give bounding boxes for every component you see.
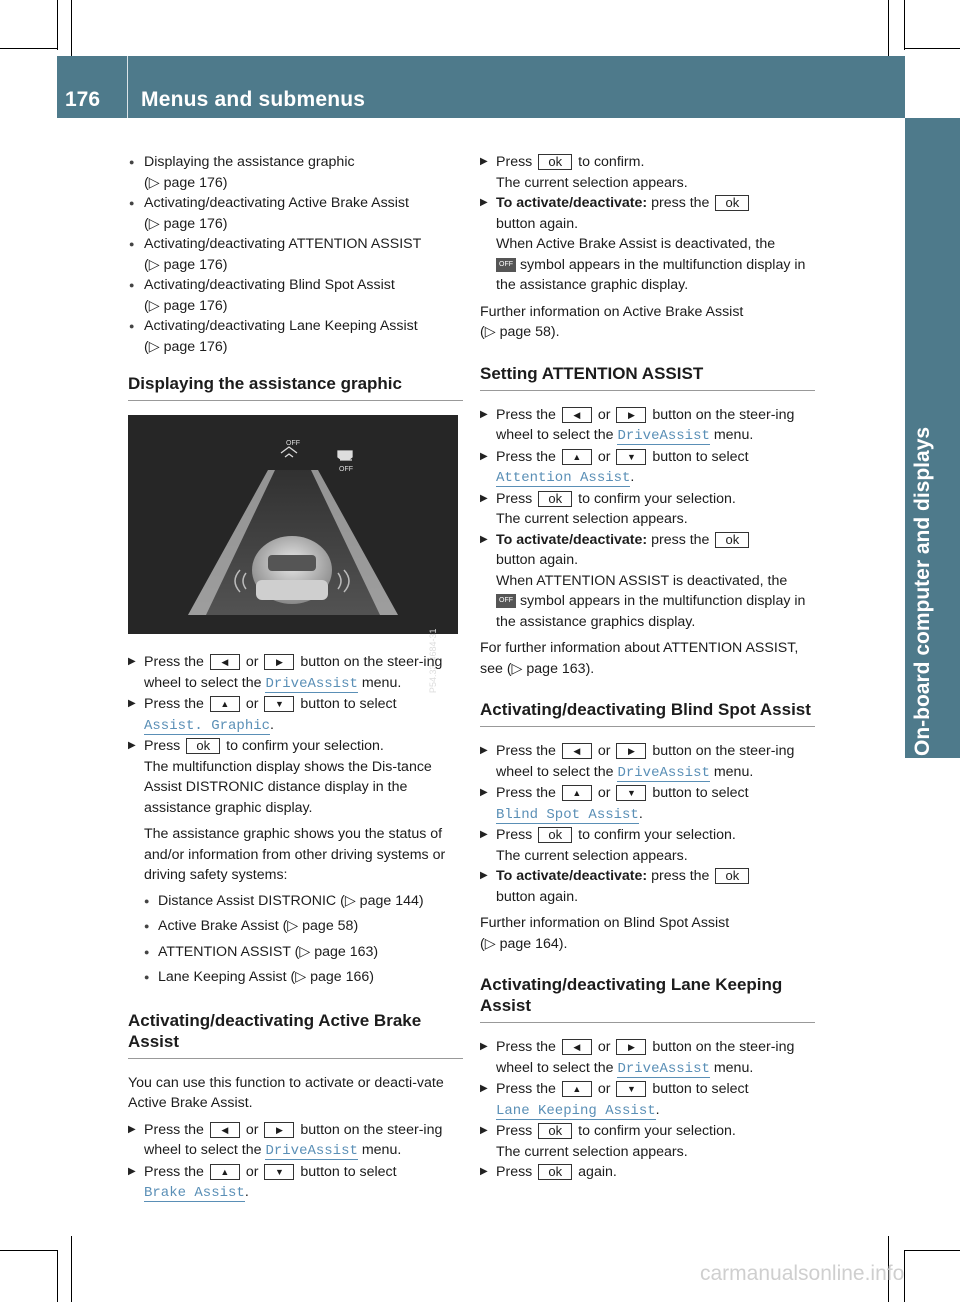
ok-key-icon: ok [538,491,572,507]
page-number: 176 [65,88,101,111]
attention-info: For further information about ATTENTION ASSIST, see (▷ page 163). [480,640,799,677]
ok-key-icon: ok [538,1164,572,1180]
blind-step-4: ▶ To activate/deactivate: press the ok button again. [480,866,815,907]
ok-key-icon: ok [538,1123,572,1139]
brake-step-4: ▶ To activate/deactivate: press the ok button again. When Active Brake Assist is deactivated, the OFF symbol appears in the multifunction display in the assistance graphic display. [480,193,815,296]
attention-assist-icon [338,451,352,460]
heading-display-graphic: Displaying the assistance graphic [128,373,463,401]
left-arrow-key-icon: ◀ [210,1122,240,1138]
crop-mark [57,1250,58,1302]
lane-step-1: ▶ Press the ◀ or ▶ button on the steer-ing wheel to select the DriveAssist menu. [480,1037,815,1079]
crop-mark [904,1250,960,1251]
menu-item-brake-assist[interactable]: Brake Assist [144,1185,245,1201]
left-arrow-key-icon: ◀ [210,654,240,670]
attention-assist-off-symbol-icon: OFF [496,594,516,608]
ok-key-icon: ok [715,195,749,211]
lane-step-4: ▶ Press ok again. [480,1162,815,1183]
car-window [268,555,316,571]
menu-item-blind-spot-assist[interactable]: Blind Spot Assist [496,806,639,823]
attention-step-4: ▶ To activate/deactivate: press the ok button again. When ATTENTION ASSIST is deactivated, the OFF symbol appears in the multifunction display in the assistance graphics display. [480,530,815,633]
ok-key-icon: ok [538,154,572,170]
intro-list-item: ● Activating/deactivating Lane Keeping Assist (▷ page 176) [128,316,463,357]
intro-list [128,152,463,357]
crop-mark [57,0,58,50]
attention-off-label: OFF [339,466,353,473]
left-arrow-key-icon: ◀ [562,743,592,759]
menu-link-driveassist[interactable]: DriveAssist [617,428,710,444]
right-arrow-key-icon: ▶ [264,1122,294,1138]
display-step-2: ▶ Press the ▲ or ▼ button to select Assist. Graphic. [128,694,463,736]
intro-list-item: ● Activating/deactivating ATTENTION ASSIST (▷ page 176) [128,234,463,275]
blind-step-3: ▶ Press ok to confirm your selection. The current selection appears. [480,825,815,866]
heading-blind-spot-assist: Activating/deactivating Blind Spot Assist [480,699,815,727]
left-column [128,152,463,1204]
menu-link-driveassist[interactable]: DriveAssist [265,675,358,692]
intro-list-item: ● Activating/deactivating Blind Spot Assist (▷ page 176) [128,275,463,316]
up-arrow-key-icon: ▲ [210,1164,240,1180]
brake-off-label: OFF [286,440,300,447]
display-step-3: ▶ Press ok to confirm your selection. The multifunction display shows the Dis-tance Assist DISTRONIC distance display in the assistance graphic display. The assistance graphic shows you the status of and/or information from other driving systems or driving safety systems: [128,736,463,886]
crop-mark [904,48,960,49]
ok-key-icon: ok [538,827,572,843]
page-reference[interactable]: (▷ page 176) [144,338,228,355]
blind-step-2: ▶ Press the ▲ or ▼ button to select Blind Spot Assist. [480,783,815,825]
crop-mark [0,1250,58,1251]
chapter-tab [905,118,960,758]
menu-link-driveassist[interactable]: DriveAssist [265,1143,358,1159]
attention-step-3: ▶ Press ok to confirm your selection. The current selection appears. [480,489,815,530]
up-arrow-key-icon: ▲ [562,449,592,465]
page-reference[interactable]: (▷ page 176) [144,174,228,191]
brake-assist-off-symbol-icon: OFF [496,258,516,272]
up-arrow-key-icon: ▲ [562,785,592,801]
page-reference[interactable]: (▷ page 176) [144,256,228,273]
crop-mark [71,0,72,56]
display-step-3-detail: The assistance graphic shows you the status of and/or information from other driving systems or driving safety systems: [144,826,446,883]
heading-lane-keeping-assist: Activating/deactivating Lane Keeping Assist [480,974,815,1023]
down-arrow-key-icon: ▼ [616,785,646,801]
header-divider [127,56,128,118]
heading-attention-assist: Setting ATTENTION ASSIST [480,363,815,391]
right-arrow-key-icon: ▶ [264,654,294,670]
driving-systems-list [128,891,463,988]
up-arrow-key-icon: ▲ [210,696,240,712]
brake-info: Further information on Active Brake Assist (▷ page 58). [480,303,744,340]
menu-link-driveassist[interactable]: DriveAssist [617,764,710,781]
chapter-label: On-board computer and displays [911,426,934,756]
down-arrow-key-icon: ▼ [616,1081,646,1097]
right-column [480,152,815,1183]
crop-mark [888,0,889,56]
crop-mark [904,0,905,50]
right-arrow-key-icon: ▶ [616,743,646,759]
watermark: carmanualsonline.info [700,1262,905,1285]
driving-system-item: ● Distance Assist DISTRONIC (▷ page 144) [128,891,463,912]
section-title: Menus and submenus [141,88,366,111]
menu-item-assist-graphic[interactable]: Assist. Graphic [144,717,271,734]
left-arrow-key-icon: ◀ [562,407,592,423]
ok-key-icon: ok [715,868,749,884]
ok-key-icon: ok [715,532,749,548]
display-step-1: ▶ Press the ◀ or ▶ button on the steer-ing wheel to select the DriveAssist menu. [128,652,463,694]
attention-step-1: ▶ Press the ◀ or ▶ button on the steer-ing wheel to select the DriveAssist menu. [480,405,815,447]
menu-item-attention-assist[interactable]: Attention Assist [496,470,631,486]
page-header [57,56,905,118]
assistance-graphic-illustration [128,415,458,634]
brake-step-2: ▶ Press the ▲ or ▼ button to select Brake Assist. [128,1162,463,1204]
brake-step-3: ▶ Press ok to confirm. The current selection appears. [480,152,815,193]
right-arrow-key-icon: ▶ [616,1039,646,1055]
left-arrow-key-icon: ◀ [562,1039,592,1055]
menu-item-lane-keeping-assist[interactable]: Lane Keeping Assist [496,1102,656,1119]
down-arrow-key-icon: ▼ [264,1164,294,1180]
ok-key-icon: ok [186,738,220,754]
attention-step-2: ▶ Press the ▲ or ▼ button to select Attention Assist. [480,447,815,489]
page-reference[interactable]: (▷ page 176) [144,297,228,314]
intro-list-item: ● Activating/deactivating Active Brake Assist (▷ page 176) [128,193,463,234]
blind-step-1: ▶ Press the ◀ or ▶ button on the steer-ing wheel to select the DriveAssist menu. [480,741,815,783]
crop-mark [71,1236,72,1302]
up-arrow-key-icon: ▲ [562,1081,592,1097]
driving-system-item: ● ATTENTION ASSIST (▷ page 163) [128,942,463,963]
brake-intro: You can use this function to activate or deacti-vate Active Brake Assist. [128,1074,444,1111]
down-arrow-key-icon: ▼ [264,696,294,712]
intro-list-item: ● Displaying the assistance graphic (▷ page 176) [128,152,463,193]
blind-info: Further information on Blind Spot Assist (▷ page 164). [480,915,730,952]
heading-active-brake-assist: Activating/deactivating Active Brake Assist [128,1010,463,1059]
lane-step-3: ▶ Press ok to confirm your selection. The current selection appears. [480,1121,815,1162]
car-body [256,580,328,600]
brake-step-1: ▶ Press the ◀ or ▶ button on the steer-ing wheel to select the DriveAssist menu. [128,1120,463,1162]
right-arrow-key-icon: ▶ [616,407,646,423]
menu-link-driveassist[interactable]: DriveAssist [617,1060,710,1077]
crop-mark [0,48,58,49]
down-arrow-key-icon: ▼ [616,449,646,465]
figure-code: P54.33-4684-31 [428,628,439,693]
page-reference[interactable]: (▷ page 176) [144,215,228,232]
lane-step-2: ▶ Press the ▲ or ▼ button to select Lane Keeping Assist. [480,1079,815,1121]
driving-system-item: ● Lane Keeping Assist (▷ page 166) [128,967,463,988]
driving-system-item: ● Active Brake Assist (▷ page 58) [128,916,463,937]
